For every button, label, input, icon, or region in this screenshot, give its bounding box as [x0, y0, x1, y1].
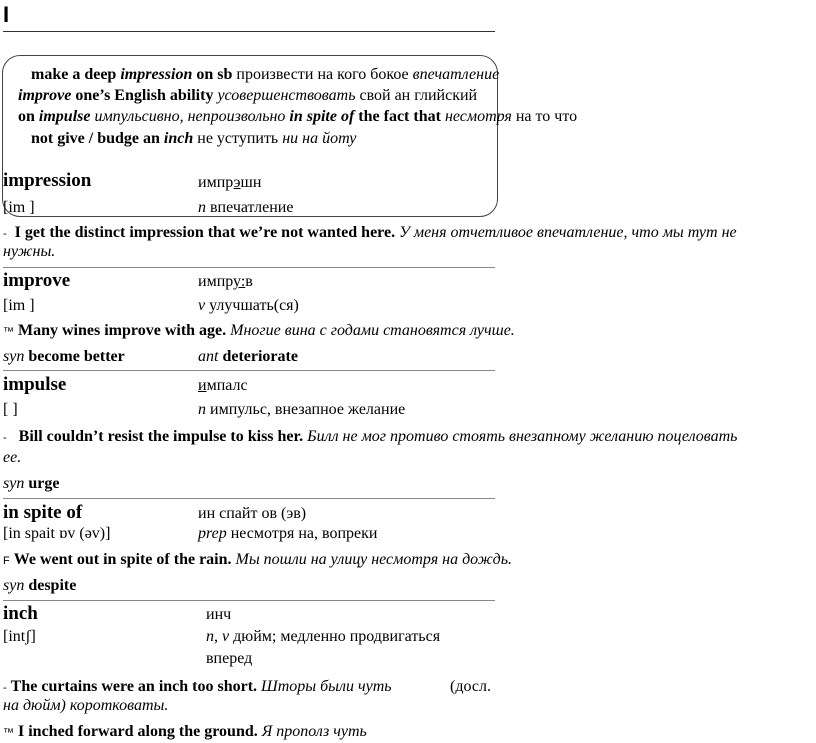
- headword-improve: improve: [3, 270, 71, 291]
- ipa-impression: [im ]: [3, 199, 35, 216]
- entry-divider: [3, 498, 495, 499]
- example-improve: ™ Many wines improve with age. Многие вина с годами становятся лучше.: [3, 322, 515, 339]
- meaning-inch-cont: вперед: [206, 650, 253, 667]
- ipa-inch: [intʃ]: [3, 628, 36, 645]
- headword-inch: inch: [3, 603, 38, 624]
- phrase-part: импульсивно, непроизвольно: [90, 108, 290, 125]
- phrase-line: [18, 108, 577, 126]
- phrase-part: impulse: [38, 108, 91, 125]
- phrase-part: improve: [18, 87, 72, 104]
- headword-in-spite-of: in spite of: [3, 502, 83, 523]
- ipa-impulse: [ ]: [3, 401, 18, 418]
- pronunciation-in-spite-of: ин спайт ов (эв): [198, 505, 307, 522]
- antonym-improve: ant deteriorate: [198, 348, 298, 365]
- pronunciation-inch: инч: [206, 606, 232, 623]
- example-inch-2: ™ I inched forward along the ground. Я прополз чуть: [3, 723, 367, 740]
- synonym-impulse: syn urge: [3, 475, 60, 492]
- phrase-part: the fact that: [354, 108, 441, 125]
- phrase-part: свой ан глийский: [355, 87, 478, 104]
- synonym-in-spite-of: syn despite: [3, 577, 77, 594]
- phrase-part: inch: [163, 130, 194, 147]
- phrase-part: on: [18, 108, 39, 125]
- example-impulse-cont: ее.: [3, 449, 22, 466]
- entry-divider: [3, 600, 495, 601]
- ipa-in-spite-of: [in spait ɒv (əv)]: [3, 525, 111, 542]
- phrase-line: [31, 66, 499, 84]
- phrase-part: ни на йоту: [282, 130, 357, 147]
- phrase-part: one’s English ability: [71, 87, 214, 104]
- section-letter: I: [3, 2, 10, 27]
- ipa-improve: [im ]: [3, 297, 35, 314]
- headword-impression: impression: [3, 170, 92, 191]
- example-in-spite-of: F We went out in spite of the rain. Мы пошли на улицу несмотря на дождь.: [3, 551, 513, 568]
- phrase-part: on sb: [192, 66, 233, 83]
- synonym-improve: syn become better: [3, 348, 125, 365]
- phrase-part: на то что: [511, 108, 578, 125]
- pronunciation-impulse: импалс: [198, 377, 248, 394]
- headword-impulse: impulse: [3, 374, 67, 395]
- phrase-part: впечатление: [412, 66, 500, 83]
- phrase-part: произвести на кого бокое: [232, 66, 413, 83]
- meaning-improve: v улучшать(ся): [198, 297, 299, 314]
- meaning-in-spite-of: prep несмотря на, вопреки: [198, 525, 378, 542]
- entry-divider: [3, 370, 495, 371]
- example-inch-note: (досл.: [450, 678, 491, 695]
- meaning-inch: n, v дюйм; медленно продвигаться: [206, 628, 441, 645]
- meaning-impression: n впечатление: [198, 199, 294, 216]
- phrase-line: [31, 130, 356, 148]
- phrase-part: make a deep: [31, 66, 121, 83]
- section-divider: [3, 31, 495, 32]
- example-impression: - I get the distinct impression that we’re not wanted here. У меня отчетливое впечатление, что мы тут не: [3, 224, 737, 241]
- example-impulse: - Bill couldn’t resist the impulse to kiss her. Билл не мог противо стоять внезапному желанию поцеловать: [3, 428, 738, 445]
- phrase-line: [18, 87, 477, 105]
- pronunciation-impression: импрэшн: [198, 174, 262, 191]
- phrase-part: impression: [120, 66, 193, 83]
- phrase-part: усовершенствовать: [213, 87, 356, 104]
- phrase-part: in spite of: [289, 108, 355, 125]
- meaning-impulse: n импульс, внезапное желание: [198, 401, 406, 418]
- phrase-part: не уступить: [193, 130, 283, 147]
- example-inch: - The curtains were an inch too short. Шторы были чуть: [3, 678, 392, 695]
- phrase-part: несмотря: [440, 108, 512, 125]
- example-inch-cont: на дюйм) коротковаты.: [3, 697, 169, 714]
- phrase-part: not give / budge an: [31, 130, 164, 147]
- pronunciation-improve: импру:в: [198, 273, 253, 290]
- example-impression-cont: нужны.: [3, 243, 56, 260]
- entry-divider: [3, 267, 495, 268]
